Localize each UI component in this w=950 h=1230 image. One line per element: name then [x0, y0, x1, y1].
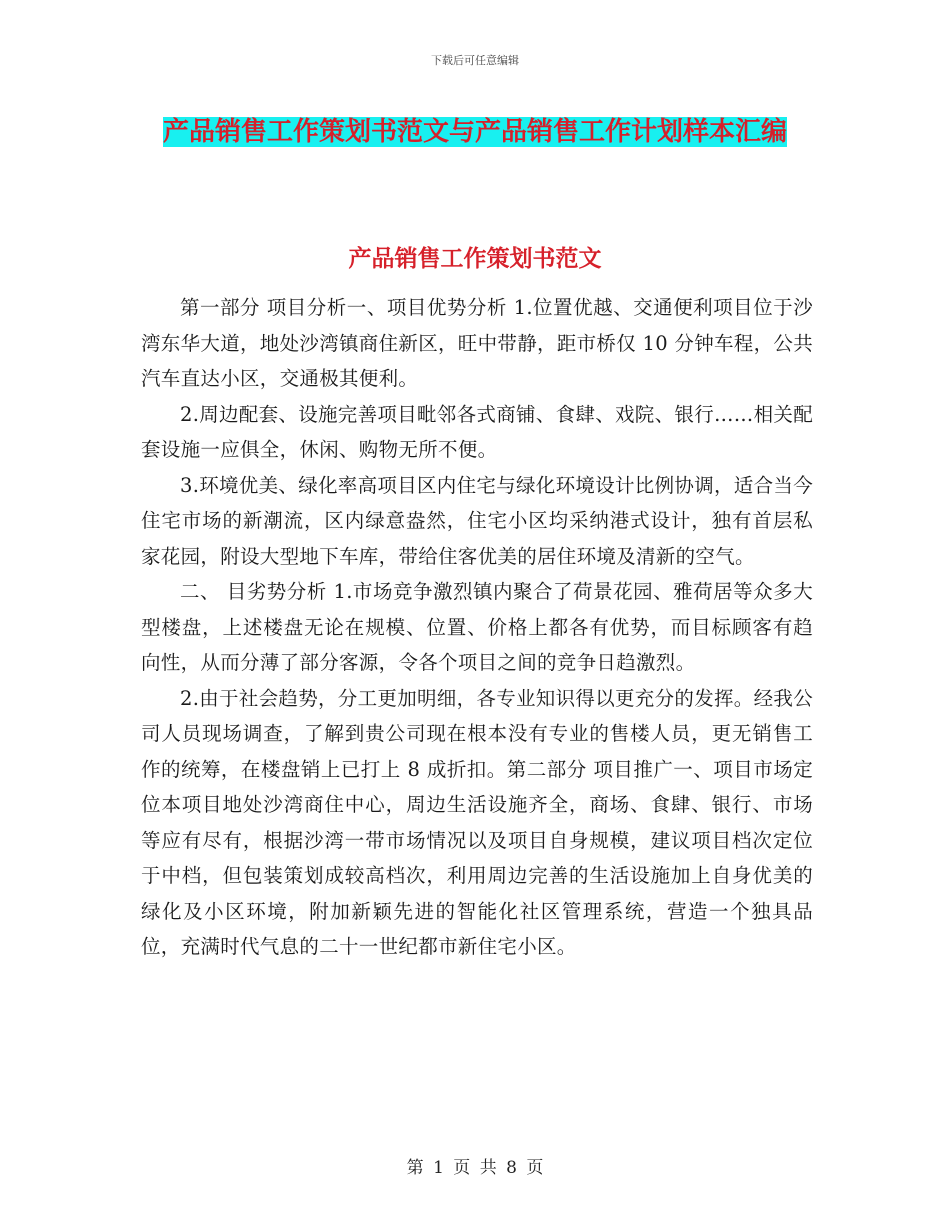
document-title-text: 产品销售工作策划书范文与产品销售工作计划样本汇编: [162, 117, 787, 147]
section-title: 产品销售工作策划书范文: [348, 245, 602, 272]
page-footer: 第 1 页 共 8 页: [406, 1158, 544, 1178]
paragraph: 3.环境优美、绿化率高项目区内住宅与绿化环境设计比例协调，适合当今住宅市场的新潮流，区内绿意盎然，住宅小区均采纳港式设计，独有首层私家花园，附设大型地下车库，带给住客优美的居住环境及清新的空气。: [141, 473, 814, 568]
paragraph: 2.周边配套、设施完善项目毗邻各式商铺、食肆、戏院、银行……相关配套设施一应俱全，休闲、购物无所不便。: [141, 402, 814, 461]
document-title: [140, 108, 810, 156]
paragraph: 二、 目劣势分析 1.市场竞争激烈镇内聚合了荷景花园、雅荷居等众多大型楼盘，上述楼盘无论在规模、位置、价格上都各有优势，而目标顾客有趋向性，从而分薄了部分客源，令各个项目之间的竞争日趋激烈。: [141, 580, 813, 674]
body-text: [141, 290, 813, 965]
paragraph: 2.由于社会趋势，分工更加明细，各专业知识得以更充分的发挥。经我公司人员现场调查，了解到贵公司现在根本没有专业的售楼人员，更无销售工作的统筹，在楼盘销上已打上 8 成折扣。第二部分 项目推广一、项目市场定位本项目地处沙湾商住中心，周边生活设施齐全，商场、食肆、银行、市场等应有尽有，根据沙湾一带市场情况以及项目自身规模，建议项目档次定位于中档，但包装策划成较高档次，利用周边完善的生活设施加上自身优美的绿化及小区环境，附加新颖先进的智能化社区管理系统，营造一个独具品位，充满时代气息的二十一世纪都市新住宅小区。: [141, 686, 814, 958]
paragraph: 第一部分 项目分析一、项目优势分析 1.位置优越、交通便利项目位于沙湾东华大道，地处沙湾镇商住新区，旺中带静，距市桥仅 10 分钟车程，公共汽车直达小区，交通极其便利。: [141, 296, 814, 390]
page-header: 下载后可任意编辑: [431, 54, 519, 67]
